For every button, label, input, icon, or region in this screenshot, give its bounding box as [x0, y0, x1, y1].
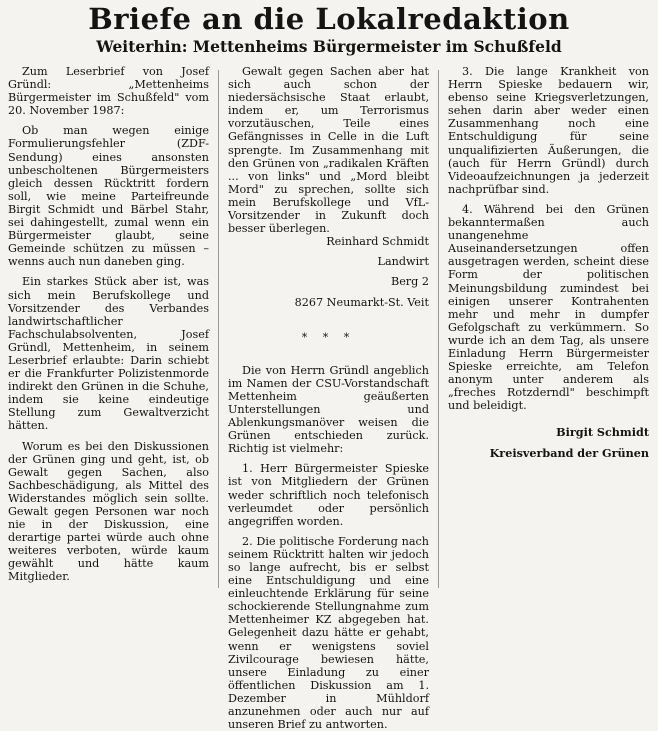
signature-street: Berg 2 — [390, 275, 429, 289]
column-divider — [218, 70, 219, 588]
letter1-paragraph: Ein starkes Stück aber ist, was sich mein Berufskollege und Vorsitzender des Verbandes landwirtschaftlicher Fachschulabsolventen, Josef Gründl, Mettenheim, in seinem Leserbrief erlaubte: Darin schiebt er die Frankfurter Polizistenmorde indirekt den Grünen in die Schuhe, indem sie keine eindeutige Stellung zum Gewaltverzicht hätten. — [8, 275, 209, 433]
signature-name: Reinhard Schmidt — [326, 235, 429, 249]
letter1-paragraph: Gewalt gegen Sachen aber hat sich auch schon der niedersächsische Staat erlaubt, indem er, um Terrorismus vorzutäuschen, Teile eines Gefängnisses in Celle in die Luft sprengte. Im Zusammenhang mit den Grünen von „radikalen Kräften ... von links" und „Mord bleibt Mord" zu sprechen, sollte sich mein Berufskollege und VfL-Vorsitzender in Zukunft doch besser überlegen. — [228, 65, 429, 236]
column-2 — [228, 65, 429, 731]
letter2-paragraph: 2. Die politische Forderung nach seinem Rücktritt halten wir jedoch so lange aufrecht, bis er selbst eine Entschuldigung und eine einleuchtende Erklärung für seine schockierende Stellungnahme zum Mettenheimer KZ abgegeben hat. Gelegenheit dazu hätte er gehabt, wenn er wenigstens soviel Zivilcourage bewiesen hätte, unsere Einladung zu einer öffentlichen Diskussion am 1. Dezember in Mühldorf anzunehmen oder auch nur auf unseren Brief zu antworten. — [228, 534, 429, 731]
letter2-paragraph: 3. Die lange Krankheit von Herrn Spieske bedauern wir, ebenso seine Kriegsverletzungen, sehen darin aber weder einen Zusammenhang noch eine Entschuldigung für seine unqualifizierten Äußerungen, die (auch für Herrn Gründl) durch Videoaufzeichnungen ja jederzeit nachprüfbar sind. — [448, 65, 649, 196]
letter1-paragraph: Worum es bei den Diskussionen der Grünen ging und geht, ist, ob Gewalt gegen Sachen, also Sachbeschädigung, als Mittel des Widerstandes möglich sein sollte. Gewalt gegen Personen war noch nie in der Diskussion, eine derartige partei würde auch ohne weiteres verboten, würde kaum gewählt und hätte kaum Mitglieder. — [8, 439, 209, 584]
letter2-paragraph: 1. Herr Bürgermeister Spieske ist von Mitgliedern der Grünen weder schriftlich noch telefonisch verleumdet oder persönlich angegriffen worden. — [228, 462, 429, 528]
column-divider — [438, 70, 439, 588]
subheadline: Weiterhin: Mettenheims Bürgermeister im Schußfeld — [96, 37, 562, 56]
signature-name: Birgit Schmidt — [556, 425, 649, 440]
letter1-paragraph: Zum Leserbrief von Josef Gründl: „Mettenheims Bürgermeister im Schußfeld" vom 20. November 1987: — [8, 65, 209, 118]
signature-occupation: Landwirt — [377, 255, 429, 269]
column-3 — [448, 65, 649, 467]
column-1 — [8, 65, 209, 584]
letter1-paragraph: Ob man wegen einige Formulierungsfehler (ZDF-Sendung) eines ansonsten unbescholtenen Bürgermeisters gleich dessen Rücktritt fordern soll, wie meine Parteifreunde Birgit Schmidt und Bärbel Stahr, sei dahingestellt, zumal wenn ein Bürgermeister glaubt, seine Gemeinde schützen zu müssen – wenns auch nun daneben ging. — [8, 124, 209, 269]
signature-organization: Kreisverband der Grünen — [489, 445, 649, 460]
signature-city: 8267 Neumarkt-St. Veit — [294, 295, 429, 309]
headline: Briefe an die Lokalredaktion — [88, 2, 570, 36]
section-separator: * * * — [301, 330, 356, 344]
letter2-paragraph: Die von Herrn Gründl angeblich im Namen der CSU-Vorstandschaft Mettenheim geäußerten Unterstellungen und Ablenkungsmanöver weisen die Grünen entschieden zurück. Richtig ist vielmehr: — [228, 363, 429, 456]
letter2-paragraph: 4. Während bei den Grünen bekanntermaßen auch unangenehme Auseinandersetzungen offen ausgetragen werden, scheint diese Form der politischen Meinungsbildung zumindest bei einigen unserer Kontrahenten mehr und mehr in dumpfer Gefolgschaft zu verkümmern. So wurde ich an dem Tag, als unsere Einladung Herrn Bürgermeister Spieske erreichte, am Telefon anonym unter anderem als „freches Rotzderndl" beschimpft und beleidigt. — [448, 202, 649, 413]
